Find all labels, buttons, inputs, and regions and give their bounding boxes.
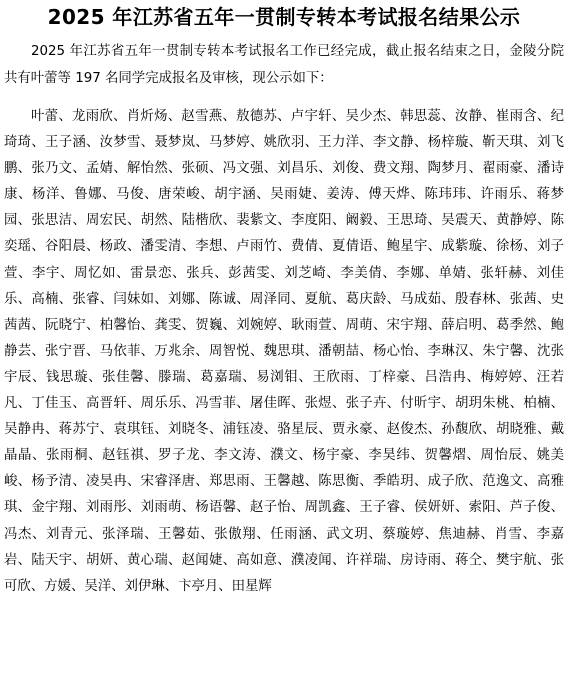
page-title: 2025 年江苏省五年一贯制专转本考试报名结果公示: [47, 5, 521, 29]
notice-paragraph: 2025 年江苏省五年一贯制专转本考试报名工作已经完成，截止报名结束之日，金陵分院共有叶蕾等 197 名同学完成报名及审核，现公示如下：: [4, 44, 564, 87]
student-name-list: 叶蕾、龙雨欣、肖炘炀、赵雪燕、敖德苏、卢宇轩、吴少杰、韩思蕊、汝静、崔雨含、纪琦琦、王子涵、汝梦雪、聂梦岚、马梦婷、姚欣羽、王力洋、李文静、杨梓璇、靳天琪、刘飞鹏、张乃文、孟婧、解怡然、张硕、冯文强、刘昌乐、刘俊、费文翔、陶梦月、翟雨豪、潘诗康、杨洋、鲁娜、马俊、唐荣峻、胡宇涵、吴雨婕、姜涛、傅天烨、陈玮玮、许雨乐、蒋梦园、张思洁、周宏民、胡然、陆楷欣、裴紫文、李度阳、阚毅、王思琦、吴震天、黄静婷、陈奕瑶、谷阳晨、杨政、潘雯清、李想、卢雨竹、费倩、夏倩语、鲍星宇、成紫璇、徐杨、刘子萱、李宇、周忆如、雷景恋、张兵、彭茜雯、刘芝崎、李美倩、李娜、单婧、张轩赫、刘佳乐、高楠、张睿、闫妹如、刘娜、陈诚、周泽同、夏航、葛庆龄、马成茹、殷春林、张茜、史茜茜、阮晓宁、柏馨怡、龚雯、贺巍、刘婉婷、耿雨萱、周萌、宋宇翔、薛启明、葛季然、鲍静芸、张宁晋、马依菲、万兆余、周智悦、魏思琪、潘朝喆、杨心怡、李琳汉、朱宁馨、沈张宇辰、钱思璇、张佳馨、滕瑞、葛嘉瑞、易浏钼、王欣雨、丁梓豪、吕浩冉、梅婷婷、汪若凡、丁佳玉、高晋轩、周乐乐、冯雪菲、屠佳晖、张煜、张子卉、付昕宇、胡玥朱桃、柏楠、吴静冉、蒋苏宁、袁琪钰、刘晓冬、浦钰凌、骆星辰、贾永豪、赵俊杰、孙馥欣、胡晓雅、戴晶晶、张雨桐、赵钰祺、罗子龙、李文涛、濮文、杨宇豪、李昊纬、贺馨熠、周怡辰、姚美峻、杨予清、凌昊冉、宋睿泽唐、郑思雨、王馨越、陈思衡、季皓玥、成子欣、范逸文、高雅琪、金宇翔、刘雨彤、刘雨萌、杨语馨、赵子怡、周凯鑫、王子睿、侯妍妍、索阳、芦子俊、冯杰、刘青元、张泽瑞、王馨茹、张傲翔、任雨涵、武文玥、蔡璇婷、焦迪赫、肖雪、李嘉岩、陆天宇、胡妍、黄心瑞、赵闻婕、高如意、濮凌闻、许祥瑞、房诗雨、蒋仝、樊宇航、张可欣、方媛、吴洋、刘伊琳、卞亭月、田星辉: [4, 109, 564, 594]
